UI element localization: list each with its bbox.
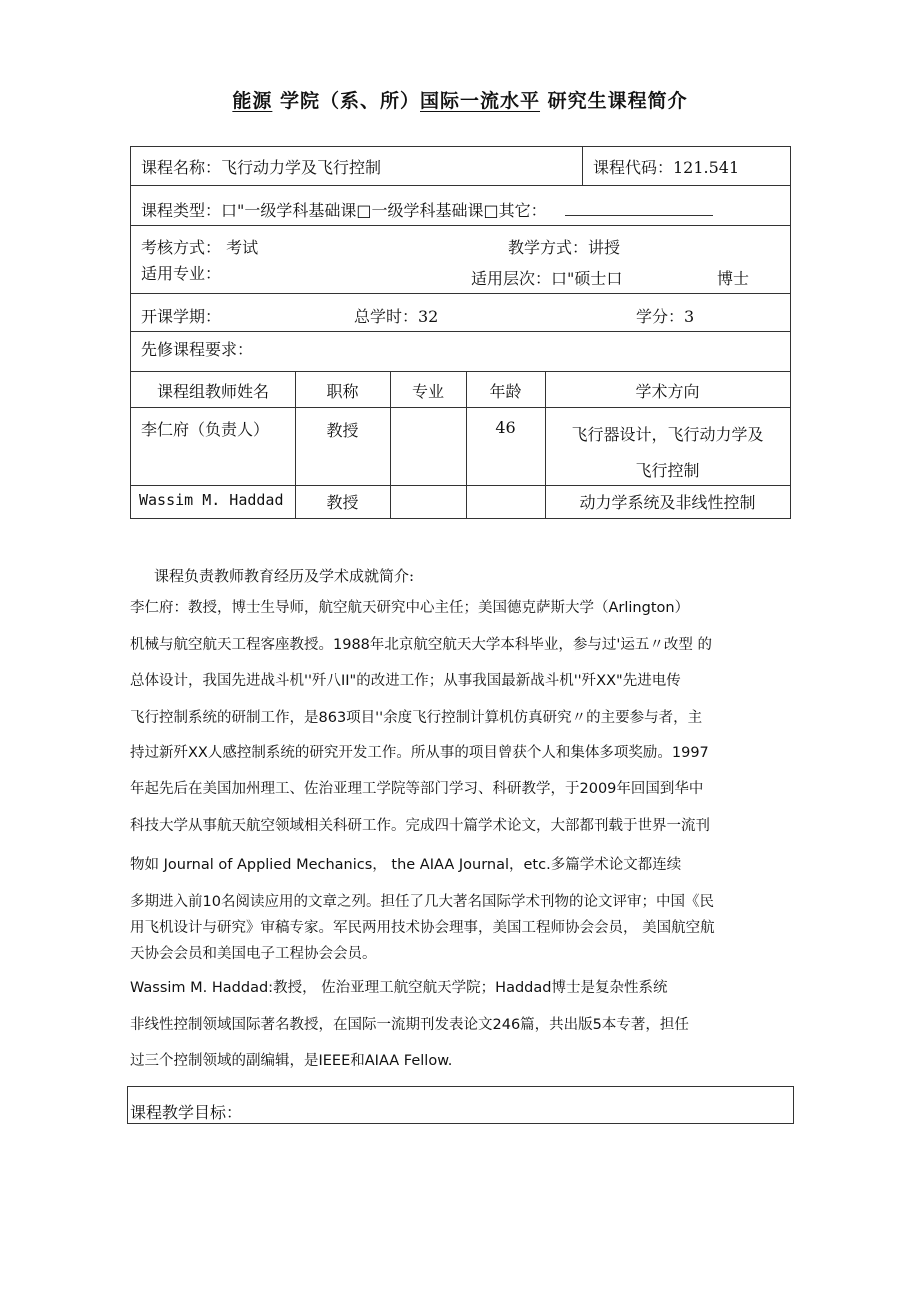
teacher-direction: 动力学系统及非线性控制 [579, 493, 756, 512]
teaching-objective-box [127, 1086, 794, 1124]
bio-line: 年起先后在美国加州理工、佐治亚理工学院等部门学习、科研教学，于2009年回国到华中 [130, 781, 704, 797]
teaching-objective-label: 课程教学目标： [130, 1103, 243, 1122]
header-direction: 学术方向 [635, 382, 700, 401]
teacher-title: 教授 [326, 421, 359, 440]
bio-line: 飞行控制系统的研制工作，是863项目''余度飞行控制计算机仿真研究〃的主要参与者，主 [130, 710, 703, 726]
bio-heading: 课程负责教师教育经历及学术成就简介: [154, 567, 415, 585]
page-title [0, 86, 920, 113]
bio-line: 总体设计，我国先进战斗机''歼八II"的改进工作；从事我国最新战斗机''歼XX"先进电传 [130, 673, 681, 689]
bio-line: 多期进入前10名阅读应用的文章之列。担任了几大著名国际学术刊物的论文评审；中国《民 [130, 894, 714, 910]
course-type: 课程类型：口"一级学科基础课□一级学科基础课□其它： [141, 198, 713, 221]
bio-line: 李仁府：教授，博士生导师，航空航天研究中心主任；美国德克萨斯大学（Arlington） [130, 600, 690, 616]
total-hours: 总学时：32 [354, 307, 439, 326]
title-dept: 学院（系、所） [272, 90, 420, 112]
exam-method: 考核方式： 考试 [141, 238, 259, 257]
bio-line: 持过新歼XX人感控制系统的研究开发工作。所从事的项目曾获个人和集体多项奖励。1997 [130, 745, 709, 761]
prerequisites: 先修课程要求： [141, 340, 254, 359]
teacher-name: Wassim M. Haddad [139, 491, 284, 509]
semester: 开课学期： [141, 307, 222, 326]
bio-line: 物如 Journal of Applied Mechanics， the AIAA Journal，etc.多篇学术论文都连续 [130, 857, 682, 873]
haddad-line: 过三个控制领域的副编辑，是IEEE和AIAA Fellow. [130, 1053, 453, 1069]
header-major: 专业 [411, 382, 444, 401]
course-info-table [130, 146, 791, 519]
bio-line: 科技大学从事航天航空领域相关科研工作。完成四十篇学术论文，大部都刊载于世界一流刊 [130, 818, 710, 834]
level-phd: 博士 [717, 269, 750, 288]
course-name: 课程名称：飞行动力学及飞行控制 [141, 158, 382, 177]
teacher-direction: 飞行器设计，飞行动力学及 [571, 425, 764, 444]
header-name: 课程组教师姓名 [156, 382, 269, 401]
bio-line: 天协会会员和美国电子工程协会会员。 [130, 946, 377, 962]
header-age: 年龄 [489, 382, 522, 401]
haddad-line: Wassim M. Haddad:教授， 佐治亚理工航空航天学院；Haddad博士是复杂性系统 [130, 980, 668, 996]
credits: 学分：3 [636, 307, 695, 326]
header-title: 职称 [326, 382, 359, 401]
title-suffix: 研究生课程简介 [540, 90, 688, 112]
haddad-line: 非线性控制领域国际著名教授，在国际一流期刊发表论文246篇，共出版5本专著，担任 [130, 1017, 689, 1033]
teacher-title: 教授 [326, 493, 359, 512]
level: 适用层次：口"硕士口 [471, 269, 623, 288]
teacher-direction-cont: 飞行控制 [635, 461, 700, 480]
teacher-age: 46 [495, 418, 516, 437]
bio-line: 机械与航空航天工程客座教授。1988年北京航空航天大学本科毕业，参与过'运五〃改型 的 [130, 637, 712, 653]
teacher-name: 李仁府（负责人） [141, 420, 270, 439]
bio-line: 用飞机设计与研究》审稿专家。军民两用技术协会理事，美国工程师协会会员， 美国航空航 [130, 920, 715, 936]
title-school: 能源 [232, 90, 273, 112]
major: 适用专业： [141, 264, 222, 283]
title-level: 国际一流水平 [420, 90, 541, 112]
teaching-method: 教学方式：讲授 [508, 238, 621, 257]
course-code: 课程代码：121.541 [593, 158, 740, 177]
